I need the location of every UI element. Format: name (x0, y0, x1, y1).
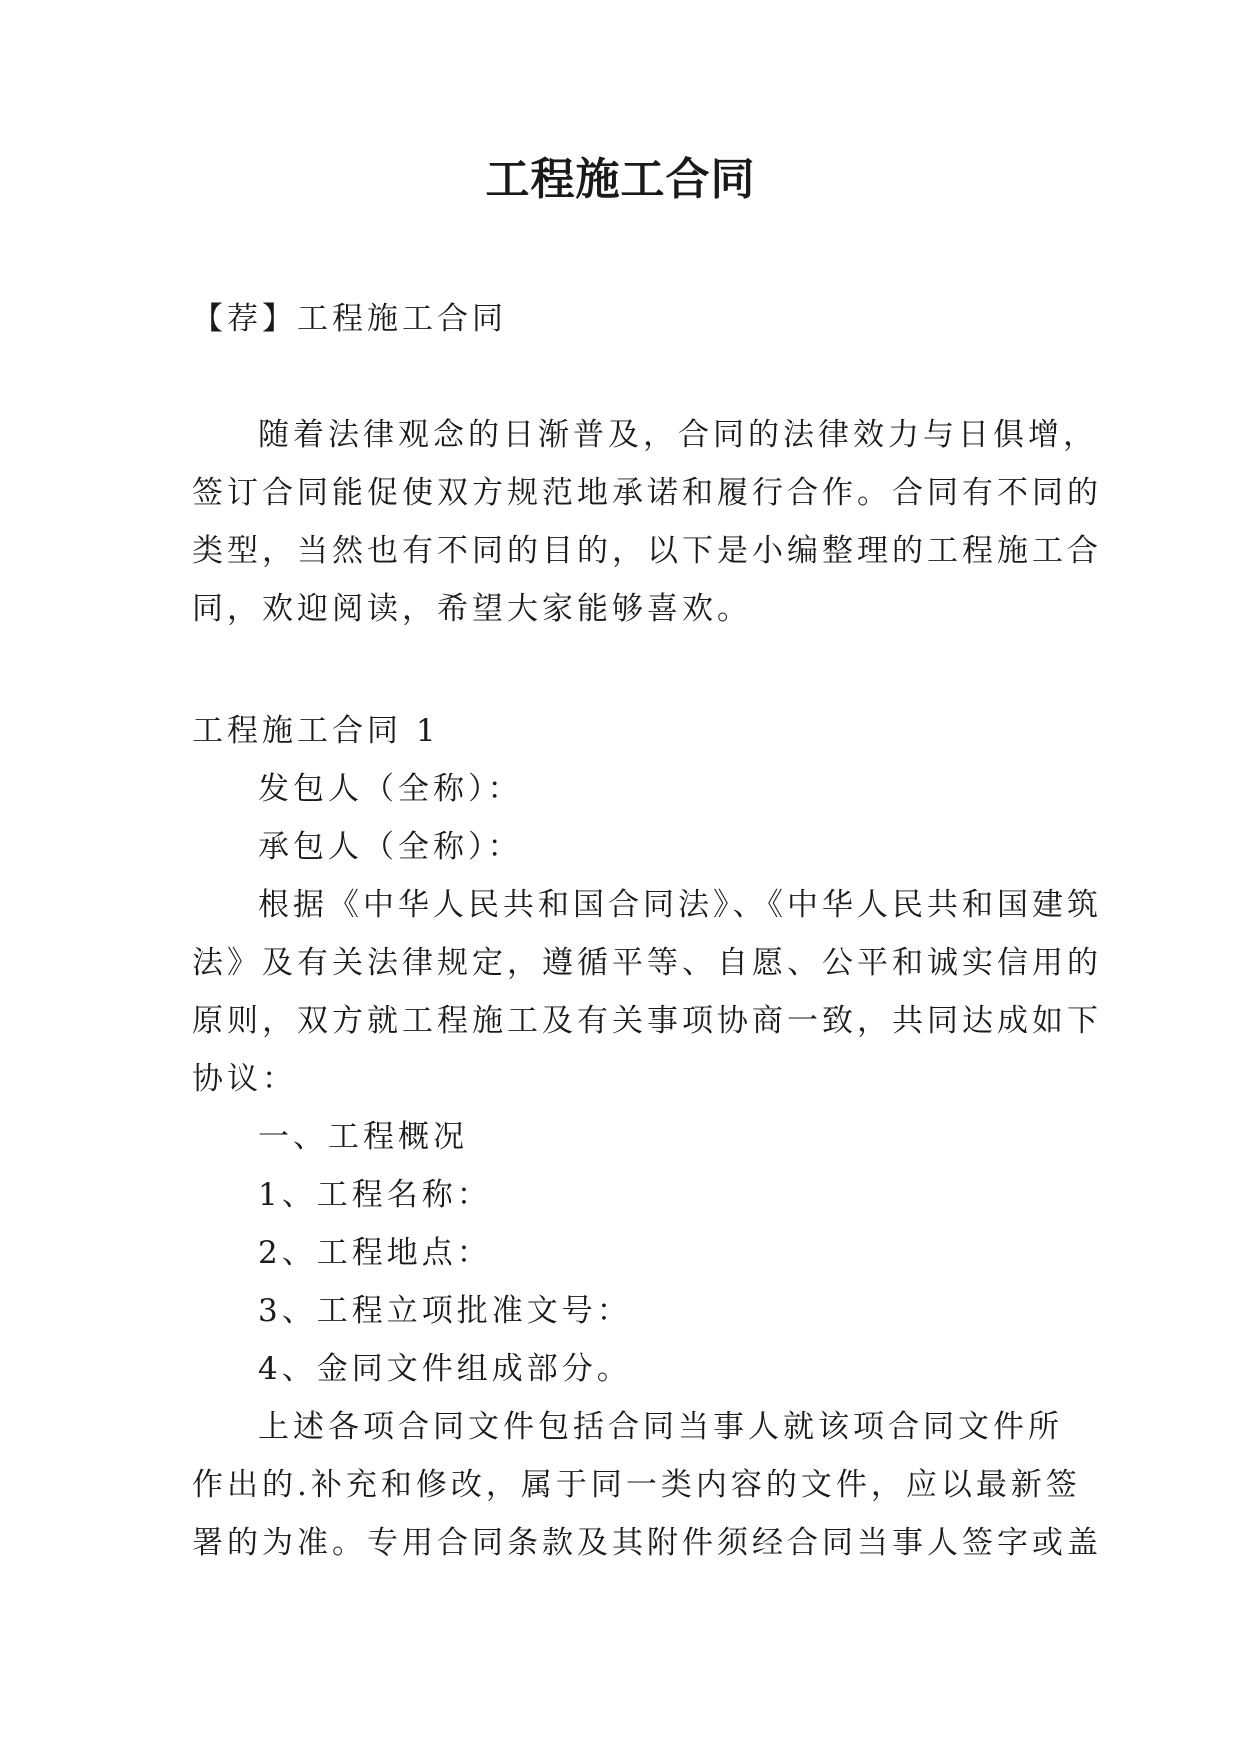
basis-line: 根据《中华人民共和国合同法》、《中华人民共和国建筑 (258, 887, 1102, 923)
intro-line: 同，欢迎阅读，希望大家能够喜欢。 (192, 591, 752, 627)
intro-line: 类型，当然也有不同的目的，以下是小编整理的工程施工合 (192, 533, 1102, 569)
closing-line: 上述各项合同文件包括合同当事人就该项合同文件所 (258, 1409, 1063, 1445)
party-b-line: 承包人（全称）： (258, 829, 523, 865)
intro-paragraph (192, 406, 1102, 638)
basis-line: 法》及有关法律规定，遵循平等、自愿、公平和诚实信用的 (192, 945, 1102, 981)
intro-line: 签订合同能促使双方规范地承诺和履行合作。合同有不同的 (192, 475, 1102, 511)
article-item: 2、工程地点： (258, 1235, 492, 1271)
document-body (192, 290, 1102, 1572)
contract-section (192, 702, 1102, 1572)
article-heading: 一、工程概况 (258, 1119, 468, 1155)
intro-line: 随着法律观念的日渐普及，合同的法律效力与日俱增， (258, 417, 1098, 453)
closing-line: 作出的.补充和修改，属于同一类内容的文件，应以最新签 (192, 1467, 1081, 1503)
article-item: 3、工程立项批准文号： (258, 1293, 632, 1329)
article-item: 1、工程名称： (258, 1177, 492, 1213)
article-item: 4、金同文件组成部分。 (258, 1351, 632, 1387)
recommend-line: 【荐】工程施工合同 (192, 301, 507, 337)
basis-line: 原则，双方就工程施工及有关事项协商一致，共同达成如下 (192, 1003, 1102, 1039)
document-title: 工程施工合同 (485, 154, 756, 205)
closing-line: 署的为准。专用合同条款及其附件须经合同当事人签字或盖 (192, 1525, 1102, 1561)
section-heading: 工程施工合同 1 (192, 713, 440, 749)
party-a-line: 发包人（全称）： (258, 771, 523, 807)
basis-line: 协议： (192, 1061, 297, 1097)
